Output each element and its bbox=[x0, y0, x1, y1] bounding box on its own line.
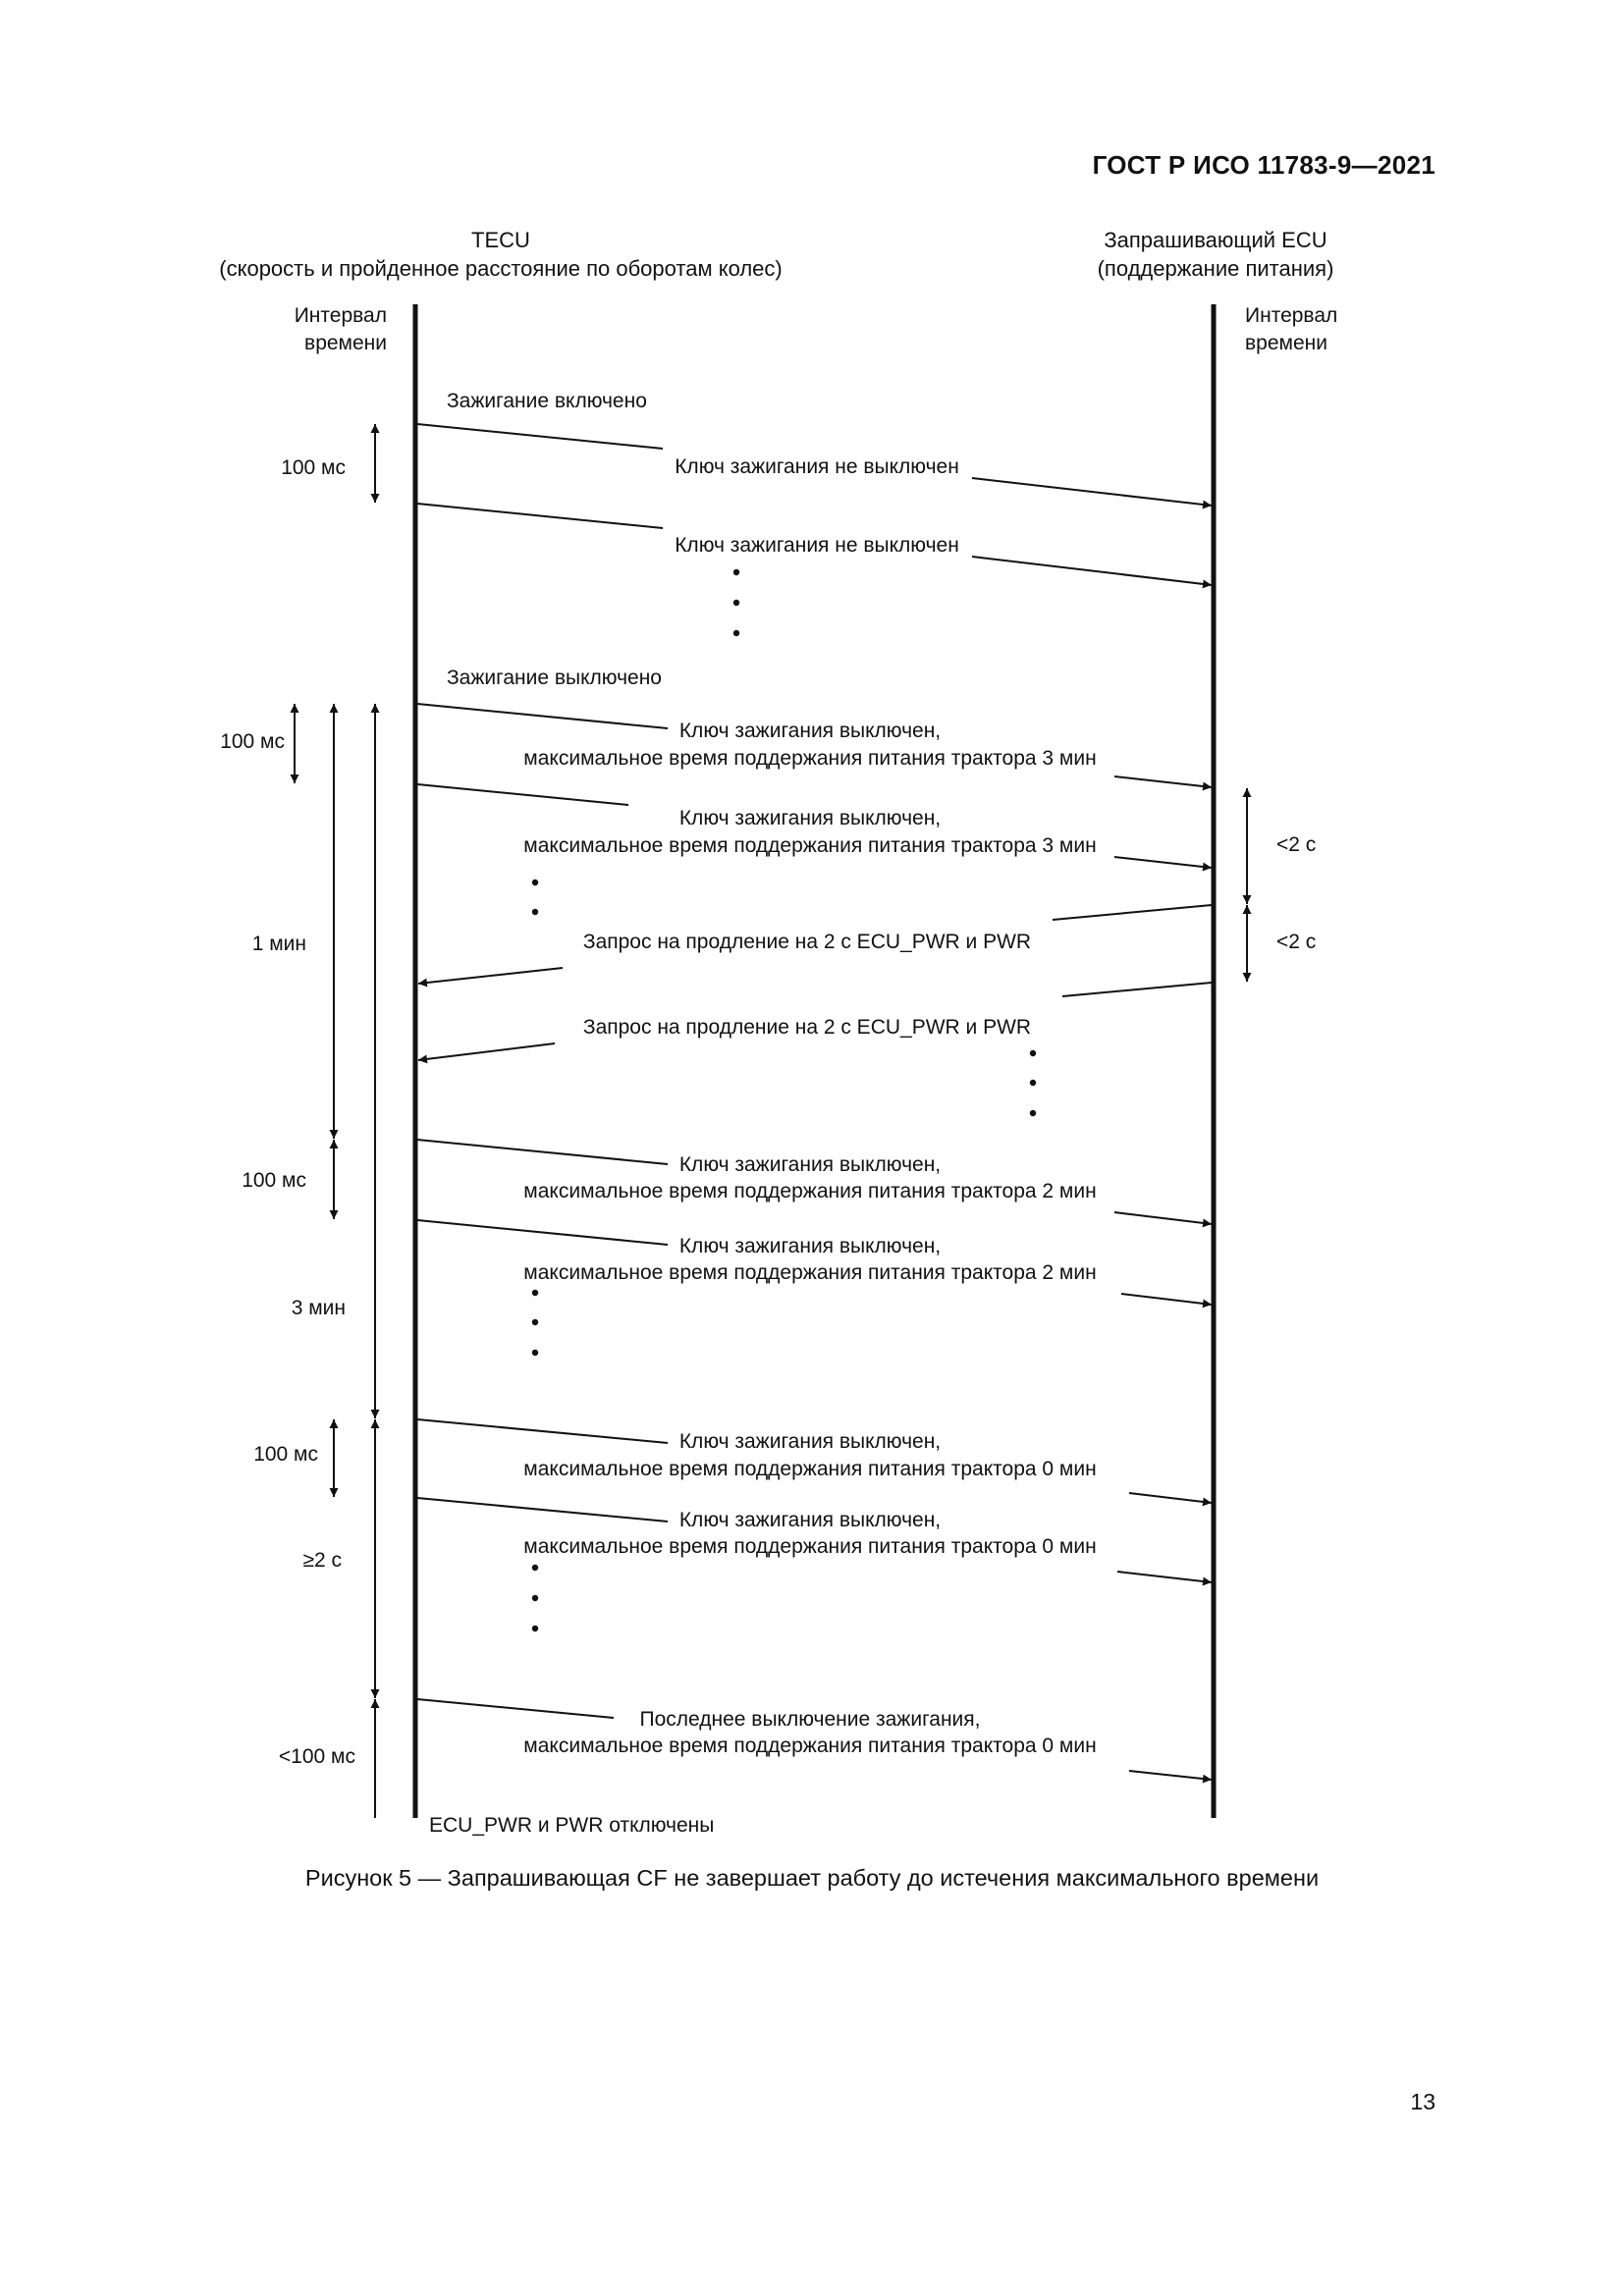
message-3 bbox=[417, 704, 1212, 787]
right-actor-name: Запрашивающий ECU bbox=[1104, 228, 1327, 252]
document-code: ГОСТ Р ИСО 11783-9—2021 bbox=[1092, 150, 1435, 180]
message-2-label: Ключ зажигания не выключен bbox=[675, 534, 959, 557]
ellipsis-dot bbox=[532, 880, 538, 885]
message-4 bbox=[417, 784, 1212, 868]
message-3-label-line-1: Ключ зажигания выключен, bbox=[678, 720, 942, 742]
ellipsis-dot bbox=[532, 1626, 538, 1631]
interval-label-100ms-2: 100 мс bbox=[220, 730, 285, 753]
interval-label-lt2s-2: <2 с bbox=[1276, 931, 1317, 953]
ellipsis-dot bbox=[1030, 1110, 1036, 1116]
message-8-label-line-2: максимальное время поддержания питания трактора 2 мин bbox=[523, 1261, 1097, 1284]
message-4-label-line-1: Ключ зажигания выключен, bbox=[678, 807, 942, 829]
message-10-label-line-1: Ключ зажигания выключен, bbox=[678, 1509, 942, 1531]
ellipsis-dot bbox=[532, 909, 538, 915]
ellipsis-dot bbox=[532, 1319, 538, 1325]
event-power-off: ECU_PWR и PWR отключены bbox=[429, 1814, 715, 1837]
interval-label-lt100ms: <100 мс bbox=[278, 1745, 355, 1768]
message-9 bbox=[417, 1419, 1212, 1503]
message-6 bbox=[418, 983, 1212, 1060]
message-3-label-line-2: максимальное время поддержания питания трактора 3 мин bbox=[523, 747, 1097, 770]
message-9-label-line-1: Ключ зажигания выключен, bbox=[678, 1430, 942, 1453]
left-interval-label-1: Интервал bbox=[294, 304, 387, 327]
ellipsis-dot bbox=[1030, 1080, 1036, 1086]
right-interval-label-1: Интервал bbox=[1245, 304, 1338, 327]
interval-label-100ms-3: 100 мс bbox=[242, 1169, 306, 1192]
interval-label-100ms-1: 100 мс bbox=[281, 456, 346, 479]
left-actor-name: TECU bbox=[471, 228, 530, 252]
ellipsis-dot bbox=[532, 1350, 538, 1356]
message-5-label: Запрос на продление на 2 с ECU_PWR и PWR bbox=[582, 931, 1032, 953]
message-7-label-line-2: максимальное время поддержания питания трактора 2 мин bbox=[523, 1180, 1097, 1202]
event-ignition-on: Зажигание включено bbox=[447, 390, 647, 412]
left-interval-label-2: времени bbox=[304, 332, 387, 354]
message-4-label-line-2: максимальное время поддержания питания трактора 3 мин bbox=[523, 834, 1097, 857]
message-10-label-line-2: максимальное время поддержания питания трактора 0 мин bbox=[523, 1535, 1097, 1558]
ellipsis-dot bbox=[733, 600, 739, 606]
page-number: 13 bbox=[1410, 2089, 1435, 2114]
interval-label-1min: 1 мин bbox=[251, 933, 306, 955]
ellipsis-dot bbox=[733, 569, 739, 575]
interval-label-100ms-4: 100 мс bbox=[253, 1443, 318, 1466]
message-9-label-line-2: максимальное время поддержания питания трактора 0 мин bbox=[523, 1458, 1097, 1480]
event-ignition-off: Зажигание выключено bbox=[447, 667, 662, 689]
message-11 bbox=[417, 1699, 1212, 1780]
message-11-label-line-2: максимальное время поддержания питания трактора 0 мин bbox=[523, 1735, 1097, 1757]
interval-label-3min: 3 мин bbox=[291, 1297, 346, 1319]
message-5 bbox=[418, 905, 1212, 984]
interval-label-lt2s-1: <2 с bbox=[1276, 833, 1317, 856]
ellipsis-dot bbox=[532, 1595, 538, 1601]
message-7 bbox=[417, 1140, 1212, 1224]
ellipsis-dot bbox=[532, 1290, 538, 1296]
message-6-label: Запрос на продление на 2 с ECU_PWR и PWR bbox=[582, 1016, 1032, 1039]
message-2 bbox=[417, 504, 1212, 585]
left-actor-subtitle: (скорость и пройденное расстояние по оборотам колес) bbox=[219, 256, 783, 281]
ellipsis-dot bbox=[1030, 1050, 1036, 1056]
figure-caption: Рисунок 5 — Запрашивающая CF не завершает работу до истечения максимального времени bbox=[304, 1865, 1320, 1891]
message-1-label: Ключ зажигания не выключен bbox=[675, 455, 959, 478]
right-actor-subtitle: (поддержание питания) bbox=[1097, 256, 1334, 281]
ellipsis-dot bbox=[532, 1565, 538, 1571]
message-1 bbox=[417, 424, 1212, 506]
message-7-label-line-1: Ключ зажигания выключен, bbox=[678, 1153, 942, 1176]
interval-label-2s: ≥2 с bbox=[302, 1549, 342, 1572]
ellipsis-dot bbox=[733, 630, 739, 636]
message-8-label-line-1: Ключ зажигания выключен, bbox=[678, 1235, 942, 1257]
message-11-label-line-1: Последнее выключение зажигания, bbox=[639, 1708, 981, 1731]
right-interval-label-2: времени bbox=[1245, 332, 1327, 354]
